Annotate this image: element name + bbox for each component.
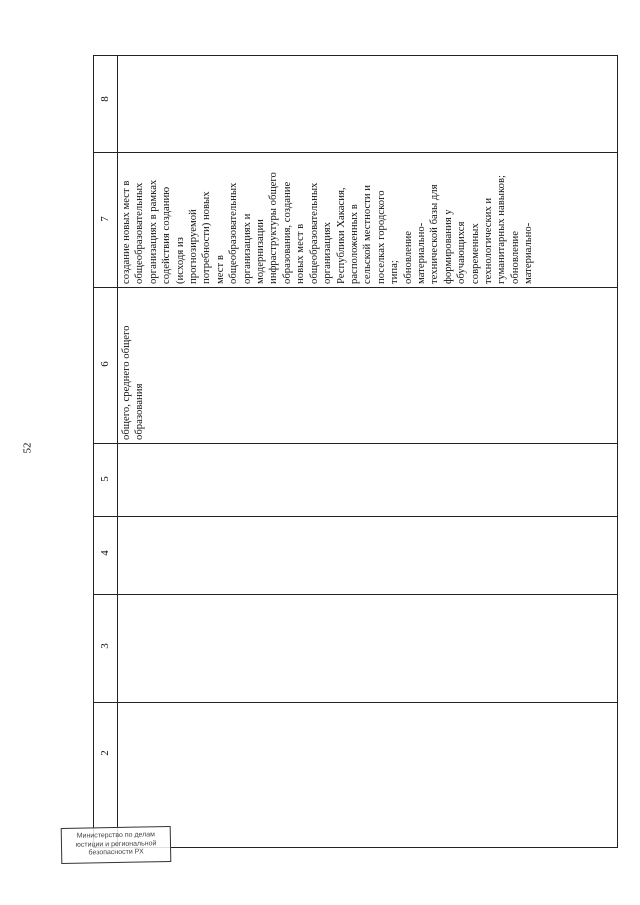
- cell-line: образования: [133, 383, 146, 440]
- column-number-3: 3: [99, 643, 111, 649]
- cell-line: Республики Хакасия,: [334, 187, 347, 284]
- cell-line: типа;: [388, 260, 401, 284]
- cell-line: общеобразовательных: [307, 182, 320, 284]
- cell-line: новых мест в: [294, 223, 307, 284]
- row-divider: [93, 287, 618, 288]
- cell-line: создание новых мест в: [120, 180, 132, 284]
- stamp-line: юстиции и региональной: [75, 839, 157, 849]
- cell-line: поселках городского: [374, 190, 387, 284]
- stamp-line: безопасности РХ: [88, 848, 144, 857]
- cell-line: обновление: [508, 230, 521, 284]
- header-strip: [93, 55, 118, 848]
- column-number-2: 2: [99, 750, 111, 756]
- cell-line: обучающихся: [455, 221, 468, 284]
- cell-line: организациях: [321, 222, 334, 284]
- row-divider: [93, 702, 618, 703]
- cell-line: потребности) новых: [200, 191, 213, 284]
- cell-line: расположенных в: [347, 204, 360, 284]
- registration-stamp: [61, 826, 172, 864]
- cell-line: общеобразовательных: [227, 182, 240, 284]
- cell-line: организациях в рамках: [146, 179, 159, 284]
- cell-line: (исходя из: [173, 237, 186, 284]
- cell-line: мест в: [213, 255, 226, 284]
- cell-line: организациях и: [240, 213, 253, 284]
- cell-line: общего, среднего общего: [120, 325, 132, 440]
- page-number: 52: [21, 442, 34, 454]
- cell-line: содействия созданию: [160, 186, 173, 284]
- cell-line: технологических и: [481, 197, 494, 284]
- column-7-content: [117, 152, 538, 287]
- data-table: [93, 55, 618, 848]
- cell-line: инфраструктуры общего: [267, 172, 280, 284]
- cell-line: технической базы для: [428, 184, 441, 284]
- cell-line: модернизации: [254, 219, 267, 284]
- column-number-4: 4: [99, 550, 111, 556]
- column-number-6: 6: [99, 361, 111, 367]
- cell-line: сельской местности и: [361, 185, 374, 284]
- stamp-line: Министерство по делам: [76, 831, 156, 840]
- column-number-5: 5: [99, 476, 111, 482]
- row-divider: [93, 594, 618, 595]
- cell-line: обновление: [401, 230, 414, 284]
- cell-line: материально-: [522, 222, 535, 284]
- cell-line: общеобразовательных: [133, 182, 146, 284]
- cell-line: формирования у: [441, 209, 454, 284]
- row-divider: [93, 443, 618, 444]
- cell-line: гуманитарных навыков;: [495, 175, 508, 284]
- cell-line: образования, создание: [280, 181, 293, 284]
- column-number-8: 8: [99, 96, 111, 102]
- cell-line: современных: [468, 223, 481, 284]
- column-6-content: [117, 287, 150, 443]
- column-number-7: 7: [99, 216, 111, 222]
- cell-line: прогнозируемой: [187, 209, 200, 284]
- cell-line: материально-: [414, 222, 427, 284]
- row-divider: [93, 516, 618, 517]
